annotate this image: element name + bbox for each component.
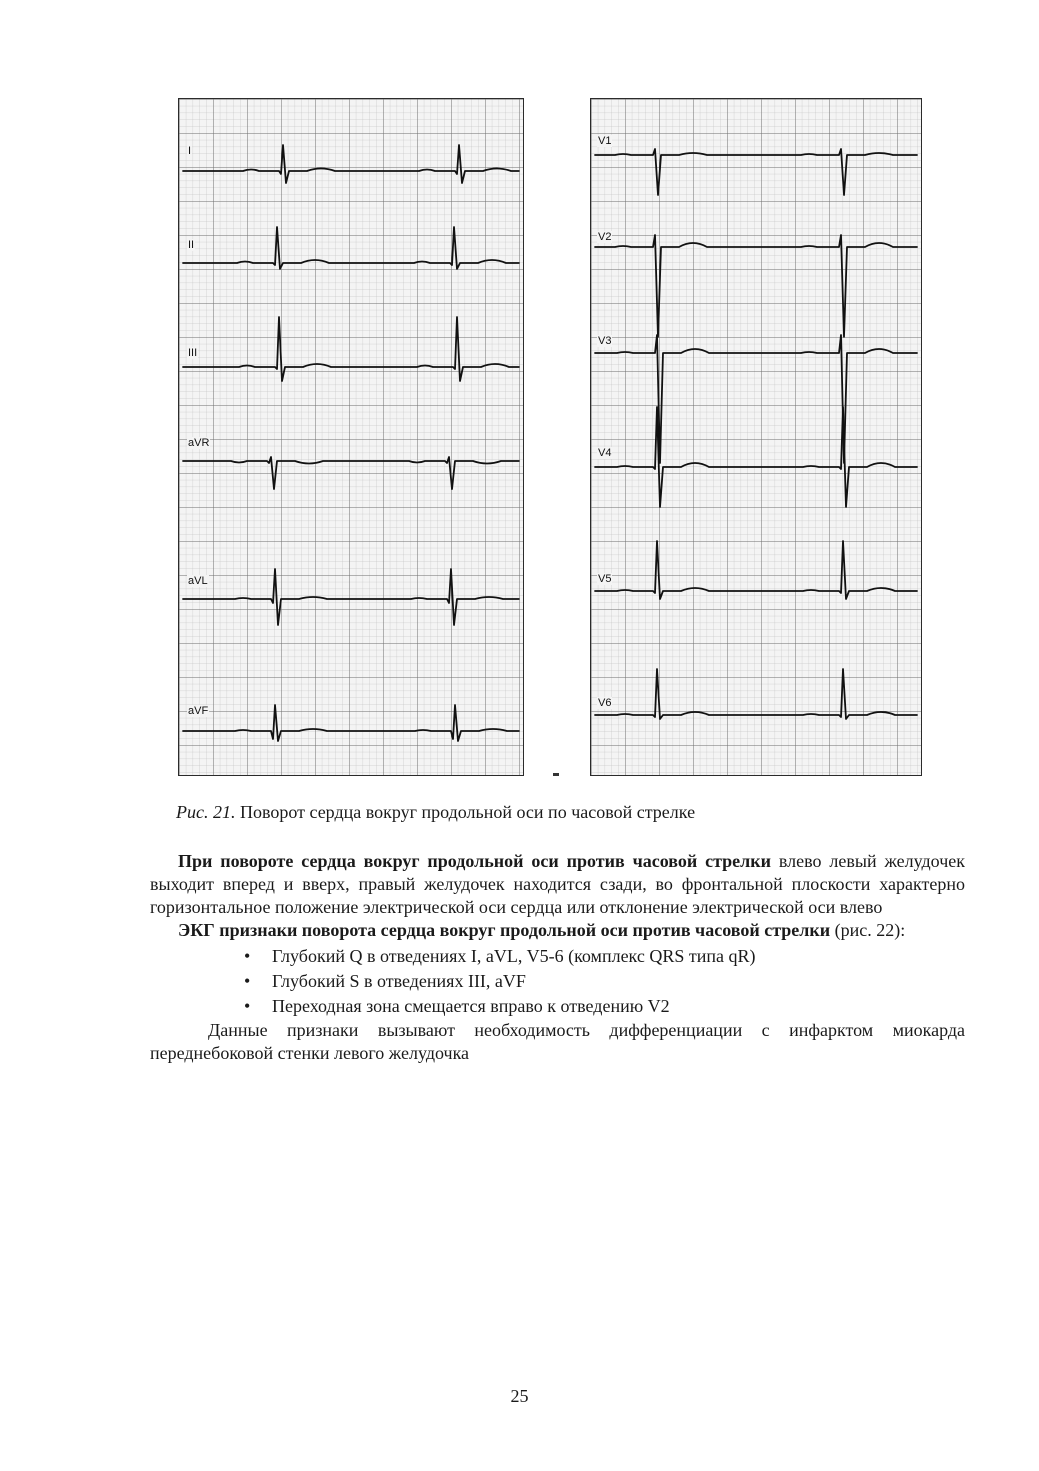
ecg-signs-list — [150, 944, 965, 1019]
lead-label-III: III — [188, 347, 198, 359]
paragraph-heading-bold: ЭКГ признаки поворота сердца вокруг продольной оси против часовой стрелки — [178, 920, 831, 940]
lead-label-aVL: aVL — [188, 575, 208, 587]
figure-caption-number: Рис. 21. — [176, 802, 236, 822]
lead-label-V5: V5 — [598, 573, 612, 585]
figure-caption-text: Поворот сердца вокруг продольной оси по часовой стрелке — [235, 802, 696, 822]
lead-label-V1: V1 — [598, 135, 612, 147]
lead-label-I: I — [188, 145, 192, 157]
paragraph-text: (рис. 22): — [830, 920, 906, 940]
body-text — [150, 850, 965, 1065]
lead-label-II: II — [188, 239, 195, 251]
list-item: • Переходная зона смещается вправо к отведению V2 — [240, 994, 965, 1019]
lead-label-V3: V3 — [598, 335, 612, 347]
list-item: • Глубокий S в отведениях III, aVF — [240, 969, 965, 994]
paragraph-differential-diagnosis: Данные признаки вызывают необходимость дифференциации с инфарктом миокарда переднебоковой стенки левого желудочка — [150, 1020, 965, 1063]
lead-label-V2: V2 — [598, 231, 612, 243]
paragraph-heading-bold: При повороте сердца вокруг продольной оси против часовой стрелки — [178, 851, 772, 871]
ecg-chest-leads-figure — [590, 98, 922, 776]
paragraph-ecg-signs — [150, 919, 965, 942]
lead-label-V4: V4 — [598, 447, 612, 459]
figure-caption — [176, 802, 695, 823]
paragraph-counterclockwise-rotation — [150, 850, 965, 919]
lead-label-aVF: aVF — [188, 705, 209, 717]
ecg-limb-leads-traces — [179, 99, 523, 775]
ecg-chest-leads-traces — [591, 99, 921, 775]
list-item: • Глубокий Q в отведениях I, aVL, V5-6 (комплекс QRS типа qR) — [240, 944, 965, 969]
lead-label-aVR: aVR — [188, 437, 210, 449]
ecg-limb-leads-figure — [178, 98, 524, 776]
page-number: 25 — [510, 1386, 529, 1406]
paragraph-text: влево левый желудочек выходит вперед и вверх, правый желудочек находится сзади, во фронтальной плоскости характерно горизонтальное положение электрической оси сердца или отклонение электрической оси влево — [150, 851, 965, 917]
scan-artifact — [553, 773, 559, 776]
lead-label-V6: V6 — [598, 697, 612, 709]
